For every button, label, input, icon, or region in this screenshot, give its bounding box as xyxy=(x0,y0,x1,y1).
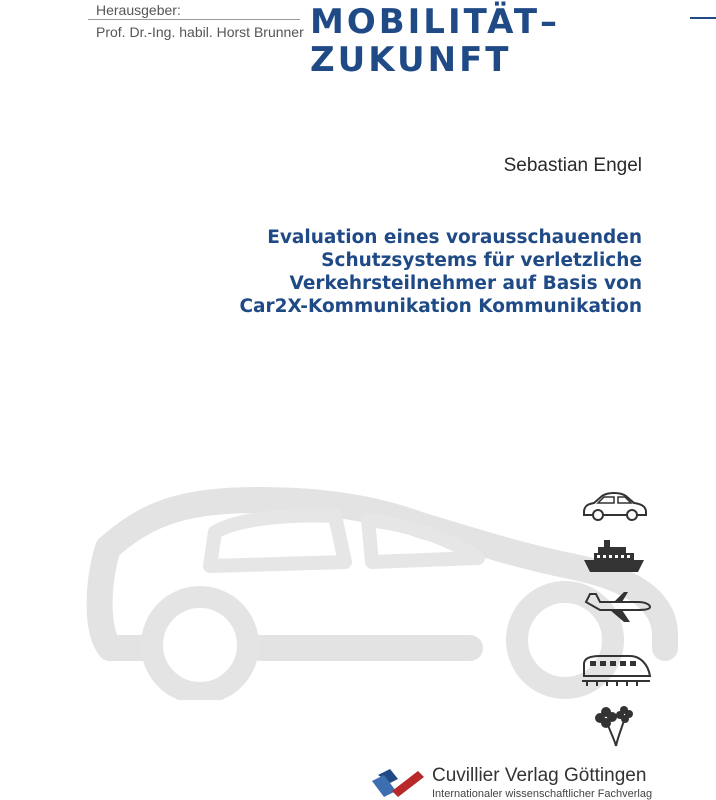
editor-name: Prof. Dr.-Ing. habil. Horst Brunner xyxy=(96,24,304,40)
series-title-line2: ZUKUNFT xyxy=(310,40,512,80)
title-line: Verkehrsteilnehmer auf Basis von xyxy=(289,273,642,294)
series-title-line1: MOBILITÄT– xyxy=(310,2,561,42)
publisher-subtitle: Internationaler wissenschaftlicher Fachverlag xyxy=(432,788,653,800)
header-divider xyxy=(88,19,300,20)
train-icon xyxy=(580,650,652,686)
series-accent-rule xyxy=(690,17,716,19)
book-author: Sebastian Engel xyxy=(503,155,642,176)
ship-icon xyxy=(580,536,650,576)
book-title xyxy=(82,226,642,318)
title-line: Car2X-Kommunikation Kommunikation xyxy=(239,296,642,317)
flower-icon xyxy=(592,702,638,748)
editor-label: Herausgeber: xyxy=(96,2,181,18)
title-line: Schutzsystems für verletzliche xyxy=(321,250,642,271)
car-icon xyxy=(580,488,650,524)
title-line: Evaluation eines vorausschauenden xyxy=(267,227,642,248)
publisher-logo xyxy=(370,765,426,800)
airplane-icon xyxy=(580,588,652,624)
publisher-name: Cuvillier Verlag Göttingen xyxy=(432,765,647,786)
